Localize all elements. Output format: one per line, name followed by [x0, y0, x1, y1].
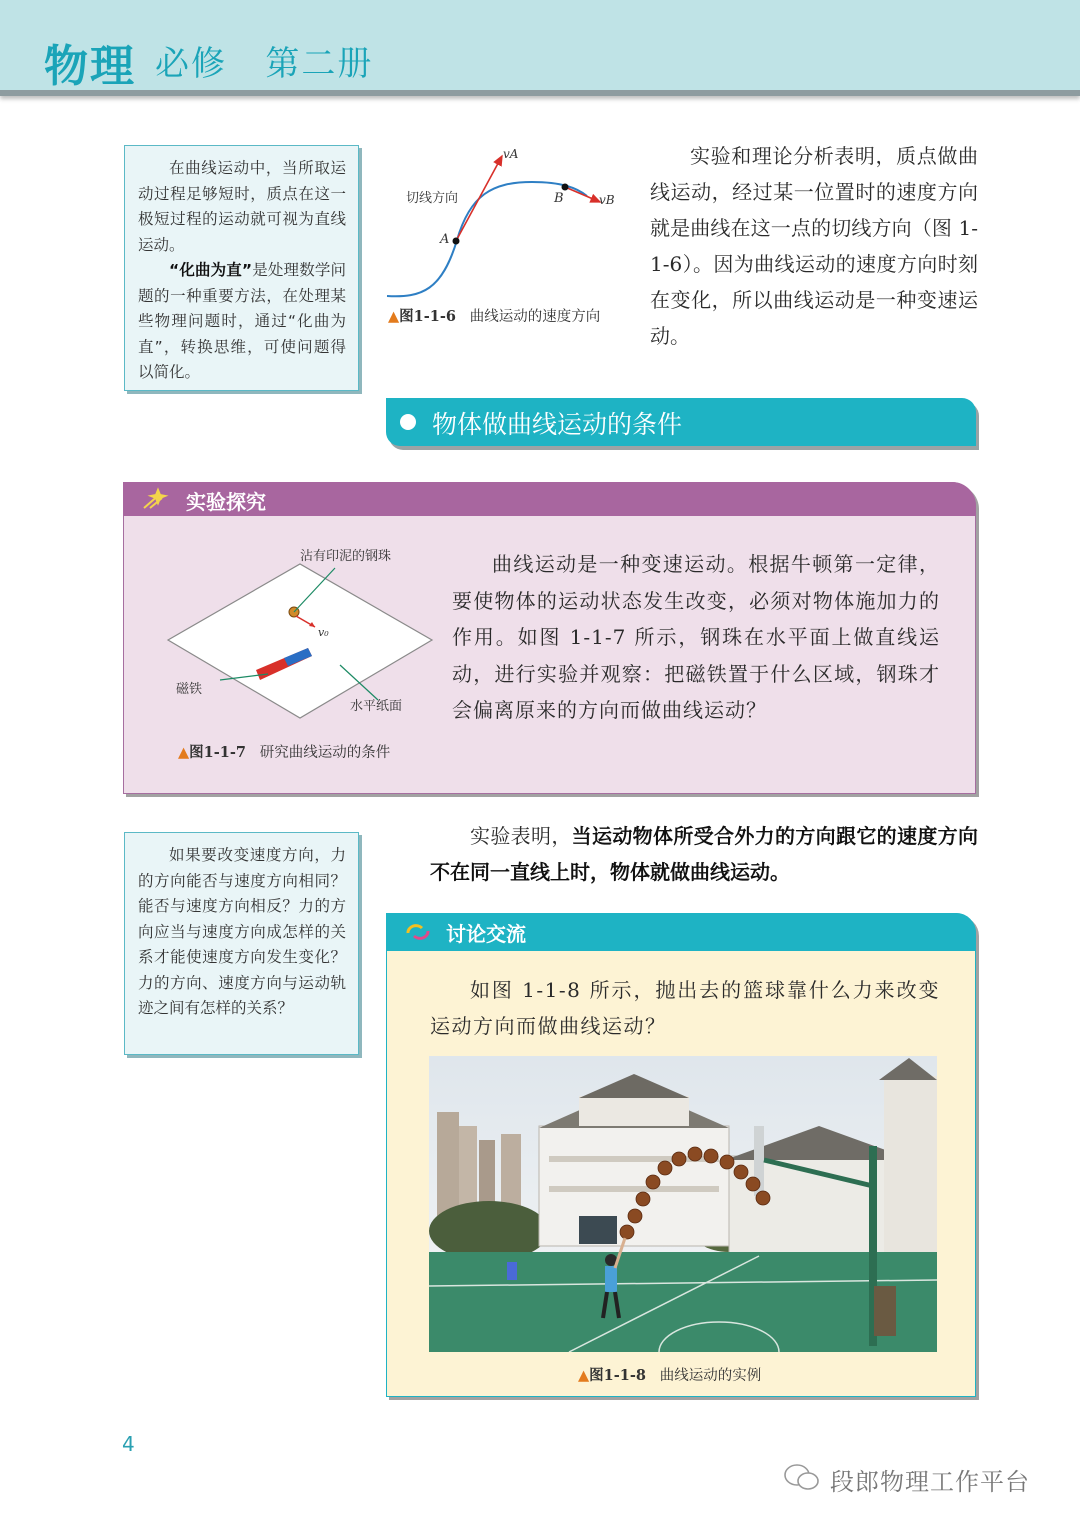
intro-paragraph: [650, 138, 978, 354]
label-vb: vB: [599, 193, 615, 207]
caption-text: 研究曲线运动的条件: [245, 745, 391, 761]
paper-plane: [168, 564, 432, 718]
side-note-2-para-1: 如果要改变速度方向，力的方向能否与速度方向相同？能否与速度方向相反？力的方向应当与速度方向成怎样的关系才能使速度方向发生变化？力的方向、速度方向与运动轨迹之间有怎样的关系？: [138, 846, 346, 1017]
point-b-dot: [562, 184, 569, 191]
experiment-paragraph: [452, 546, 940, 729]
watermark: 段郎物理工作平台: [830, 1468, 1030, 1496]
figure-1-1-7: [160, 540, 440, 765]
point-a-dot: [453, 238, 460, 245]
label-tangent: 切线方向: [406, 191, 459, 206]
caption-number: 图1-1-8: [589, 1367, 646, 1384]
caption-marker: ▲: [578, 1368, 590, 1384]
label-va: vA: [503, 147, 519, 161]
conclusion-lead: 实验表明，: [470, 824, 572, 848]
label-paper: 水平纸面: [350, 699, 403, 714]
label-a: A: [440, 232, 450, 247]
conclusion-paragraph: [430, 818, 978, 890]
caption-marker: ▲: [178, 745, 190, 761]
caption-number: 图1-1-6: [399, 308, 456, 325]
section-title: 物体做曲线运动的条件: [432, 410, 683, 439]
side-note-1-bold: “化曲为直”: [169, 261, 253, 279]
magnet-experiment-diagram: [160, 540, 440, 765]
velocity-arrow-a: [456, 156, 502, 241]
figure-1-1-8-caption: [578, 1364, 761, 1385]
experiment-title: 实验探究: [186, 490, 266, 514]
curve-velocity-diagram: [382, 140, 642, 330]
discussion-paragraph: [430, 972, 940, 1044]
velocity-arrow-b: [565, 187, 600, 202]
caption-text: 曲线运动的速度方向: [455, 309, 601, 325]
label-magnet: 磁铁: [176, 682, 203, 697]
label-v0: v₀: [318, 626, 329, 639]
figure-1-1-7-caption: [178, 741, 390, 762]
side-note-2: [124, 832, 359, 1055]
side-note-1: [124, 145, 359, 391]
wechat-icon: [782, 1462, 822, 1494]
label-b: B: [554, 191, 564, 206]
book-subtitle: 必修 第二册: [155, 44, 374, 84]
caption-number: 图1-1-7: [189, 744, 246, 761]
side-note-1-para-2: [138, 258, 346, 386]
conclusion-bold: 当运动物体所受合外力的方向跟它的速度方向不在同一直线上时，物体就做曲线运动。: [430, 824, 979, 884]
side-note-1-rest: 是处理数学问题的一种重要方法，在处理某些物理问题时，通过“化曲为直”，转换思维，可使问题得以简化。: [138, 261, 346, 381]
discussion-title: 讨论交流: [446, 922, 526, 946]
label-ball: 沾有印泥的钢珠: [300, 549, 392, 564]
caption-marker: ▲: [388, 309, 400, 325]
experiment-text: 曲线运动是一种变速运动。根据牛顿第一定律，要使物体的运动状态发生改变，必须对物体施加力的作用。如图 1-1-7 所示，钢珠在水平面上做直线运动，进行实验并观察：把磁铁置于什么区域，钢珠才会偏离原来的方向而做曲线运动？: [452, 552, 940, 722]
figure-1-1-6: [382, 140, 642, 330]
discussion-text: 如图 1-1-8 所示，抛出去的篮球靠什么力来改变运动方向而做曲线运动？: [430, 978, 940, 1038]
bullet-icon: [400, 414, 416, 430]
book-title: 物理: [44, 41, 136, 92]
discussion-swirl-icon: [404, 921, 432, 943]
intro-text: 实验和理论分析表明，质点做曲线运动，经过某一位置时的速度方向就是曲线在这一点的切线方向（图 1-1-6）。因为曲线运动的速度方向时刻在变化，所以曲线运动是一种变速运动。: [650, 144, 978, 348]
figure-1-1-6-caption: [388, 305, 600, 326]
conclusion-text: [430, 818, 978, 890]
caption-text: 曲线运动的实例: [645, 1368, 762, 1384]
experiment-sparkle-icon: [140, 486, 180, 512]
page-number: 4: [122, 1432, 135, 1456]
side-note-1-para-1: 在曲线运动中，当所取运动过程足够短时，质点在这一极短过程的运动就可视为直线运动。: [138, 159, 346, 254]
basketball-photo: [429, 1056, 937, 1352]
